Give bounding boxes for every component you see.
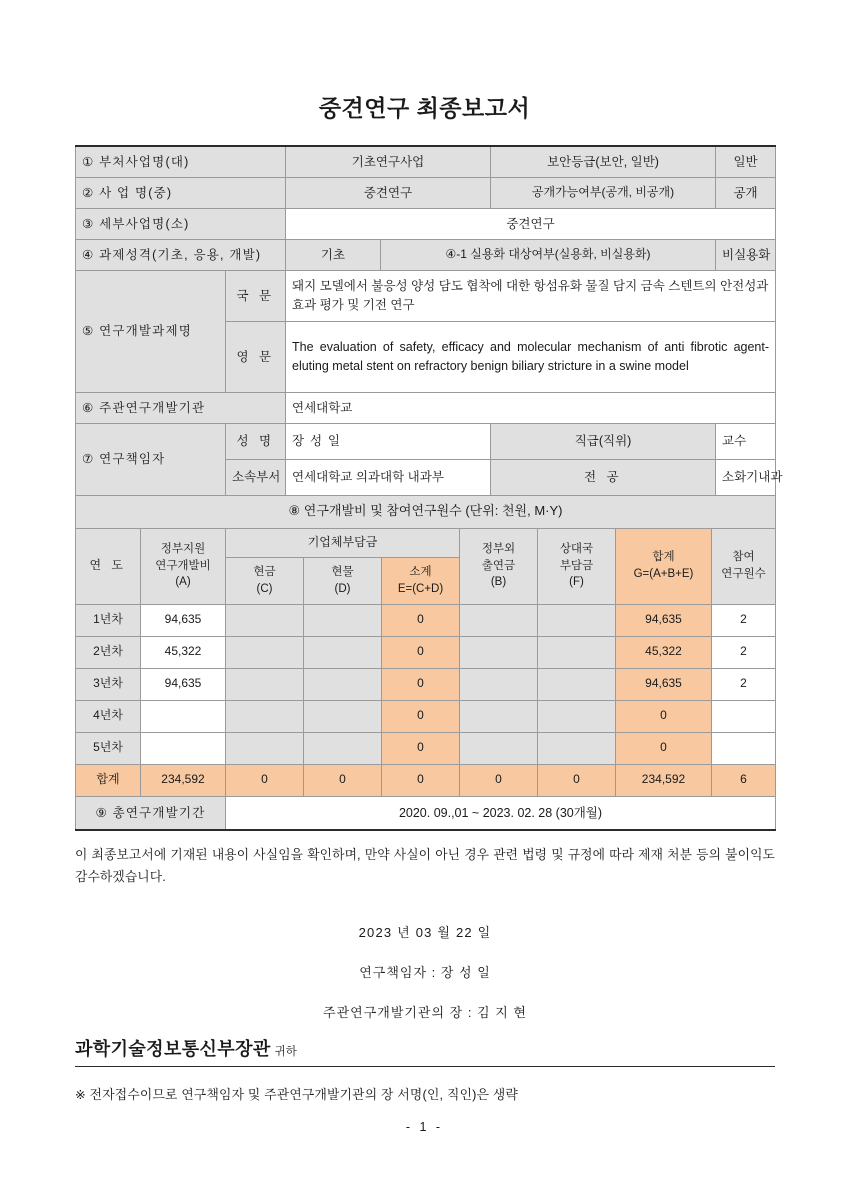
value-pi-major: 소화기내과 bbox=[716, 459, 776, 495]
cell-partner bbox=[538, 668, 616, 700]
header-government-fund bbox=[141, 528, 226, 604]
cell-total-gov-fund: 234,592 bbox=[141, 764, 226, 796]
table-row bbox=[76, 700, 776, 732]
cell-total-label: 합계 bbox=[76, 764, 141, 796]
table-row bbox=[76, 604, 776, 636]
header-nongov-line3: (B) bbox=[490, 576, 507, 589]
cell-nongov bbox=[460, 604, 538, 636]
cell-partner bbox=[538, 732, 616, 764]
cell-total: 0 bbox=[616, 732, 712, 764]
header-gov-line2: 연구개발비 bbox=[155, 559, 211, 572]
table-row bbox=[76, 208, 776, 239]
header-total-line1: 합계 bbox=[652, 551, 675, 564]
header-cash-line1: 현금 bbox=[253, 565, 276, 578]
minister-title: 과학기술정보통신부장관 bbox=[75, 1039, 271, 1060]
label-principal-investigator: ⑦ 연구책임자 bbox=[76, 423, 226, 495]
cell-researchers bbox=[712, 732, 776, 764]
cell-subtotal: 0 bbox=[382, 636, 460, 668]
label-research-period: ⑨ 총연구개발기간 bbox=[76, 796, 226, 830]
header-inkind-line2: (D) bbox=[334, 582, 351, 595]
cell-inkind bbox=[304, 700, 382, 732]
cell-inkind bbox=[304, 732, 382, 764]
signature-date: 2023 년 03 월 22 일 bbox=[358, 925, 492, 941]
header-partner-line3: (F) bbox=[569, 576, 584, 589]
label-sub-program: ③ 세부사업명(소) bbox=[76, 208, 286, 239]
cell-subtotal: 0 bbox=[382, 700, 460, 732]
header-gov-line3: (A) bbox=[175, 576, 191, 589]
label-pi-department: 소속부서 bbox=[226, 459, 286, 495]
cell-partner bbox=[538, 700, 616, 732]
cell-gov-fund: 45,322 bbox=[141, 636, 226, 668]
header-year: 연 도 bbox=[76, 528, 141, 604]
cell-nongov bbox=[460, 636, 538, 668]
cell-nongov bbox=[460, 668, 538, 700]
page-title: 중견연구 최종보고서 bbox=[318, 95, 531, 121]
label-pi-major: 전 공 bbox=[491, 459, 716, 495]
value-pi-position: 교수 bbox=[716, 423, 776, 459]
header-cash bbox=[226, 557, 304, 604]
table-row bbox=[76, 796, 776, 830]
label-host-institution: ⑥ 주관연구개발기관 bbox=[76, 392, 286, 423]
table-row bbox=[76, 636, 776, 668]
header-researchers-line1: 참여 bbox=[732, 551, 755, 564]
label-commercialization: ④-1 실용화 대상여부(실용화, 비실용화) bbox=[381, 239, 716, 270]
cell-cash bbox=[226, 732, 304, 764]
label-project-type: ④ 과제성격(기초, 응용, 개발) bbox=[76, 239, 286, 270]
label-disclosure: 공개가능여부(공개, 비공개) bbox=[491, 177, 716, 208]
value-research-period: 2020. 09.,01 ~ 2023. 02. 28 (30개월) bbox=[226, 796, 776, 830]
label-security-grade: 보안등급(보안, 일반) bbox=[491, 146, 716, 178]
label-title-english: 영 문 bbox=[226, 321, 286, 392]
cell-total: 45,322 bbox=[616, 636, 712, 668]
cell-year: 1년차 bbox=[76, 604, 141, 636]
value-pi-department: 연세대학교 의과대학 내과부 bbox=[286, 459, 491, 495]
header-partner-line1: 상대국 bbox=[559, 543, 594, 556]
header-company-contribution: 기업체부담금 bbox=[226, 528, 460, 557]
cell-researchers: 2 bbox=[712, 668, 776, 700]
value-security-grade: 일반 bbox=[716, 146, 776, 178]
header-total-line2: G=(A+B+E) bbox=[633, 568, 694, 581]
value-host-institution: 연세대학교 bbox=[286, 392, 776, 423]
project-info-table bbox=[75, 145, 783, 496]
cell-nongov bbox=[460, 700, 538, 732]
cell-subtotal: 0 bbox=[382, 732, 460, 764]
cell-inkind bbox=[304, 668, 382, 700]
header-grand-total bbox=[616, 528, 712, 604]
cell-subtotal: 0 bbox=[382, 668, 460, 700]
cell-cash bbox=[226, 604, 304, 636]
cell-cash bbox=[226, 668, 304, 700]
cell-total: 94,635 bbox=[616, 604, 712, 636]
label-title-korean: 국 문 bbox=[226, 270, 286, 321]
cell-total-subtotal: 0 bbox=[382, 764, 460, 796]
table-row-total bbox=[76, 764, 776, 796]
header-gov-line1: 정부지원 bbox=[160, 543, 206, 556]
value-disclosure: 공개 bbox=[716, 177, 776, 208]
cell-total: 0 bbox=[616, 700, 712, 732]
table-row bbox=[76, 495, 776, 528]
label-pi-name: 성 명 bbox=[226, 423, 286, 459]
label-project-title: ⑤ 연구개발과제명 bbox=[76, 270, 226, 392]
table-row bbox=[76, 146, 776, 178]
value-commercialization: 비실용화 bbox=[716, 239, 776, 270]
table-row bbox=[76, 270, 776, 321]
cell-gov-fund bbox=[141, 732, 226, 764]
cell-inkind bbox=[304, 636, 382, 668]
label-program-name: ② 사 업 명(중) bbox=[76, 177, 286, 208]
value-project-type: 기초 bbox=[286, 239, 381, 270]
cell-inkind bbox=[304, 604, 382, 636]
header-nongov-line1: 정부외 bbox=[481, 543, 516, 556]
header-partner-line2: 부담금 bbox=[559, 559, 594, 572]
cell-nongov bbox=[460, 732, 538, 764]
cell-subtotal: 0 bbox=[382, 604, 460, 636]
institution-head-signature: 주관연구개발기관의 장 : 김 지 현 bbox=[323, 1005, 527, 1021]
confirmation-statement: 이 최종보고서에 기재된 내용이 사실임을 확인하며, 만약 사실이 아닌 경우 관련 법령 및 규정에 따라 제재 처분 등의 불이익도 감수하겠습니다. bbox=[75, 846, 775, 884]
cell-total-partner: 0 bbox=[538, 764, 616, 796]
cell-gov-fund: 94,635 bbox=[141, 668, 226, 700]
value-title-english: The evaluation of safety, efficacy and molecular mechanism of anti fibrotic agent-eluting metal stent on refractory benign biliary stricture in a swine model bbox=[286, 321, 776, 392]
table-row bbox=[76, 239, 776, 270]
research-period-table bbox=[75, 796, 776, 831]
cell-gov-fund bbox=[141, 700, 226, 732]
cell-total: 94,635 bbox=[616, 668, 712, 700]
cell-year: 5년차 bbox=[76, 732, 141, 764]
value-sub-program: 중견연구 bbox=[286, 208, 776, 239]
header-inkind bbox=[304, 557, 382, 604]
value-pi-name: 장 성 일 bbox=[286, 423, 491, 459]
value-program-name: 중견연구 bbox=[286, 177, 491, 208]
cell-total-nongov: 0 bbox=[460, 764, 538, 796]
header-subtotal-line1: 소계 bbox=[409, 565, 432, 578]
header-nongov-fund bbox=[460, 528, 538, 604]
value-ministry-program: 기초연구사업 bbox=[286, 146, 491, 178]
cell-year: 3년차 bbox=[76, 668, 141, 700]
cell-researchers bbox=[712, 700, 776, 732]
header-researcher-count bbox=[712, 528, 776, 604]
cell-researchers: 2 bbox=[712, 636, 776, 668]
value-title-korean: 돼지 모델에서 불응성 양성 담도 협착에 대한 항섬유화 물질 담지 금속 스텐트의 안전성과 효과 평가 및 기전 연구 bbox=[286, 270, 776, 321]
table-row bbox=[76, 668, 776, 700]
table-row bbox=[76, 528, 776, 557]
table-row bbox=[76, 392, 776, 423]
cell-researchers: 2 bbox=[712, 604, 776, 636]
label-ministry-program: ① 부처사업명(대) bbox=[76, 146, 286, 178]
table-row bbox=[76, 423, 776, 459]
cell-total-inkind: 0 bbox=[304, 764, 382, 796]
table-row bbox=[76, 732, 776, 764]
cell-year: 2년차 bbox=[76, 636, 141, 668]
minister-addressee bbox=[75, 1035, 775, 1067]
header-nongov-line2: 출연금 bbox=[481, 559, 516, 572]
header-cash-line2: (C) bbox=[256, 582, 273, 595]
header-subtotal bbox=[382, 557, 460, 604]
header-subtotal-line2: E=(C+D) bbox=[397, 582, 444, 595]
cell-total-cash: 0 bbox=[226, 764, 304, 796]
cell-cash bbox=[226, 636, 304, 668]
cell-gov-fund: 94,635 bbox=[141, 604, 226, 636]
cell-partner bbox=[538, 636, 616, 668]
minister-honorific: 귀하 bbox=[274, 1046, 297, 1059]
table-row bbox=[76, 177, 776, 208]
cell-total-grand: 234,592 bbox=[616, 764, 712, 796]
electronic-submission-note: ※ 전자접수이므로 연구책임자 및 주관연구개발기관의 장 서명(인, 직인)은 생략 bbox=[75, 1087, 519, 1103]
budget-table bbox=[75, 495, 776, 797]
header-partner-country-fund bbox=[538, 528, 616, 604]
label-pi-position: 직급(직위) bbox=[491, 423, 716, 459]
principal-investigator-signature: 연구책임자 : 장 성 일 bbox=[359, 965, 491, 981]
cell-year: 4년차 bbox=[76, 700, 141, 732]
budget-caption: ⑧ 연구개발비 및 참여연구원수 (단위: 천원, M·Y) bbox=[76, 495, 776, 528]
header-researchers-line2: 연구원수 bbox=[721, 568, 766, 581]
header-inkind-line1: 현물 bbox=[331, 565, 354, 578]
cell-total-researchers: 6 bbox=[712, 764, 776, 796]
cell-partner bbox=[538, 604, 616, 636]
page-number: - 1 - bbox=[405, 1120, 444, 1134]
cell-cash bbox=[226, 700, 304, 732]
